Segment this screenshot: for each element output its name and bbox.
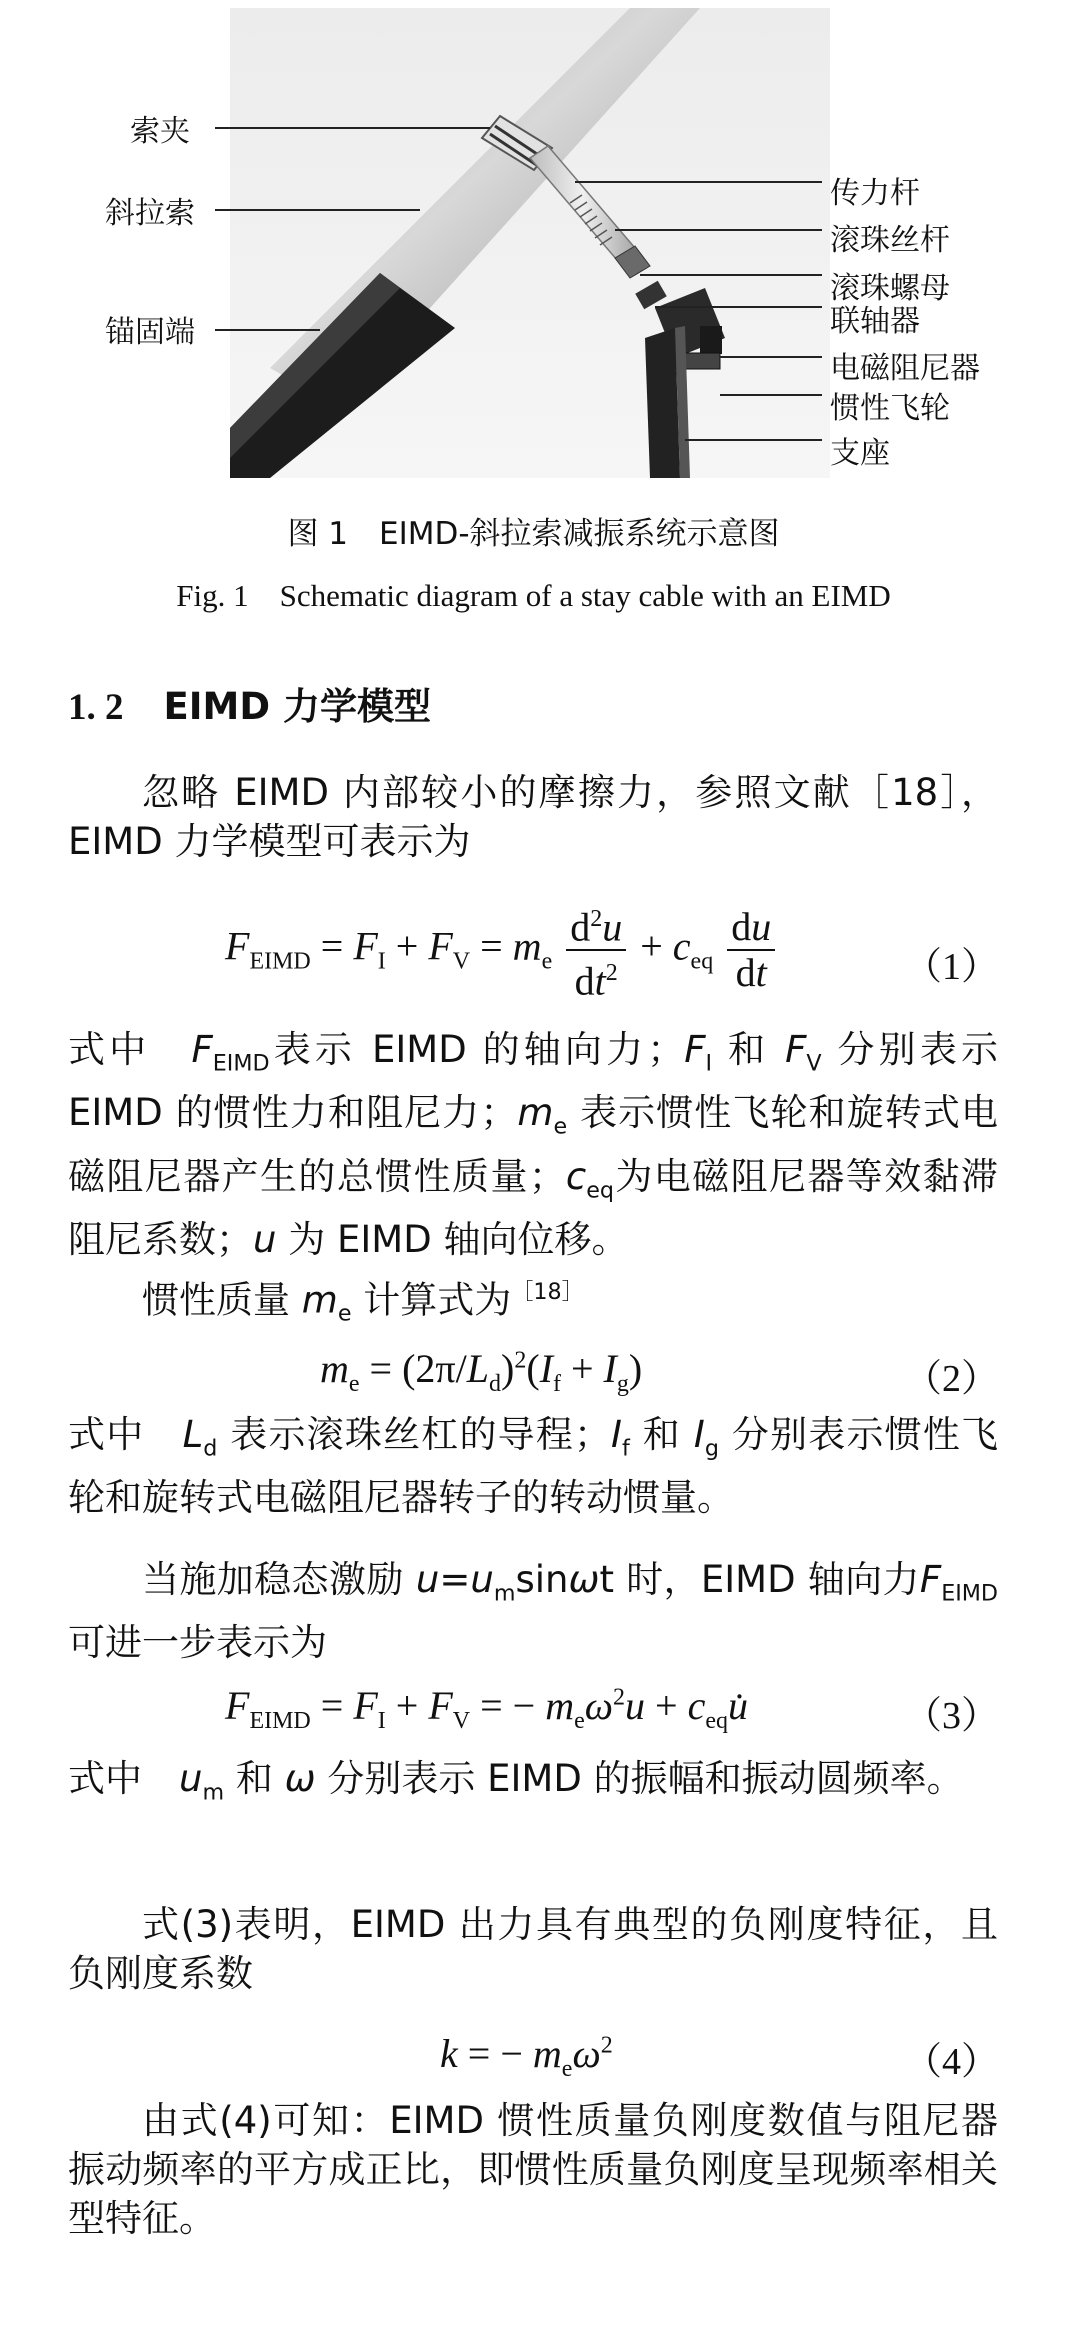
paragraph-2: 式中 $F_{EIMD}$表示 EIMD 的轴向力；$F_I$ 和 $F_V$ 分别表示 EIMD 的惯性力和阻尼力；$m_e$ 表示惯性飞轮和旋转式电磁阻尼器产生的总惯性质量；$c_{eq}$为电磁阻尼器等效黏滞阻尼系数；u 为 EIMD 轴向位移。 [68, 1028, 999, 1262]
label-stay-cable: 斜拉索 [105, 196, 195, 231]
label-clamp: 索夹 [130, 114, 190, 149]
label-support: 支座 [830, 436, 890, 471]
equation-number-2: （2） [903, 1358, 999, 1400]
equation-1: $F_{EIMD} = F_I + F_V = m_e$ $\frac{d^2u}{dt^2}$ + $c_{eq}$ $\frac{du}{dt}$ [225, 897, 779, 1004]
label-coupling: 联轴器 [830, 304, 920, 339]
equation-number-3: （3） [903, 1695, 999, 1737]
section-heading [68, 676, 431, 730]
label-ball-nut: 滚珠螺母 [830, 271, 950, 306]
equation-3: $F_{EIMD} = F_I + F_V$ = − $m_e\omega^2u$ + $c_{eq}u̇$ [225, 1683, 749, 1734]
paragraph-8: 由式(4)可知：EIMD 惯性质量负刚度数值与阻尼器振动频率的平方成正比，即惯性质量负刚度呈现频率相关型特征。 [68, 2099, 998, 2240]
figure-caption-cn: 图 1 EIMD-斜拉索减振系统示意图 [287, 516, 780, 552]
paragraph-4: 式中 $L_d$ 表示滚珠丝杠的导程；$I_f$ 和 $I_g$ 分别表示惯性飞轮和旋转式电磁阻尼器转子的转动惯量。 [68, 1413, 999, 1520]
label-ball-screw: 滚珠丝杆 [830, 223, 950, 258]
equation-number-1: （1） [903, 946, 999, 988]
paragraph-3: 惯性质量 $m_e$ 计算式为$^{[18]}$ [142, 1278, 584, 1327]
paragraph-7: 式(3)表明，EIMD 出力具有典型的负刚度特征，且负刚度系数 [68, 1903, 998, 1995]
paragraph-6: 式中 $u_m$ 和 ω 分别表示 EIMD 的振幅和振动圆频率。 [68, 1757, 964, 1806]
paragraph-1: 忽略 EIMD 内部较小的摩擦力，参照文献［18］，EIMD 力学模型可表示为 [68, 771, 998, 863]
figure-1 [0, 0, 1067, 500]
equation-2: $m_e = (2\pi/L_d)^2(I_f + I_g)$ [320, 1346, 643, 1397]
equation-number-4: （4） [903, 2041, 999, 2083]
label-em-damper: 电磁阻尼器 [830, 351, 980, 386]
label-anchorage: 锚固端 [105, 315, 195, 350]
equation-4: k = − $m_e\omega^2$ [440, 2031, 613, 2082]
section-number: 1. 2 [68, 687, 124, 728]
label-flywheel: 惯性飞轮 [830, 391, 950, 426]
section-title: EIMD 力学模型 [163, 685, 431, 728]
label-push-rod: 传力杆 [830, 176, 920, 211]
paragraph-5: 当施加稳态激励 $u=u_m\sin\omega t$ 时，EIMD 轴向力$F_{EIMD}$可进一步表示为 [68, 1558, 999, 1665]
leader-lines [0, 0, 1067, 500]
figure-caption-en: Fig. 1 Schematic diagram of a stay cable with an EIMD [176, 578, 891, 613]
